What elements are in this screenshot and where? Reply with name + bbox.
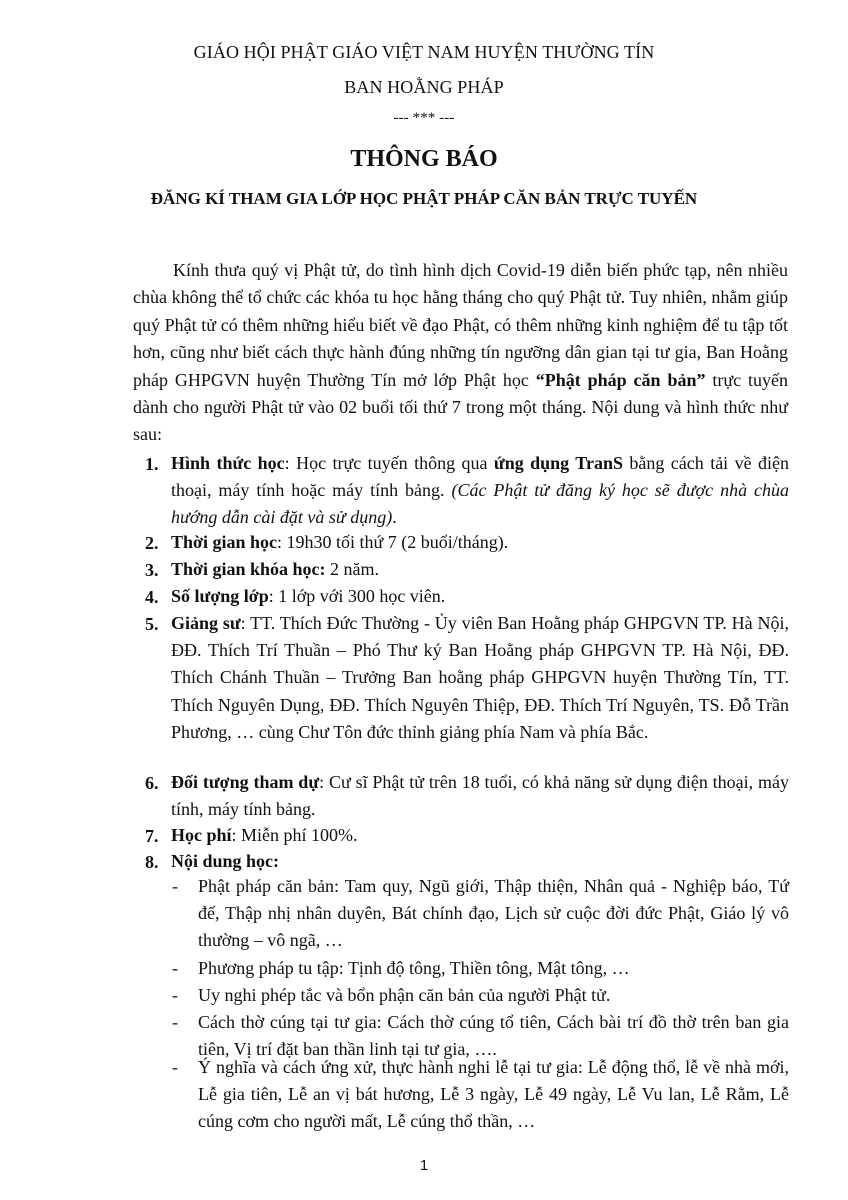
item-text: : Học trực tuyến thông qua <box>284 453 494 473</box>
intro-paragraph <box>133 257 788 449</box>
item-number: 3. <box>145 560 159 580</box>
notice-subtitle: ĐĂNG KÍ THAM GIA LỚP HỌC PHẬT PHÁP CĂN BẢN TRỰC TUYẾN <box>150 189 698 208</box>
item-label: Số lượng lớp <box>171 586 269 606</box>
content-item: Phật pháp căn bản: Tam quy, Ngũ giới, Thập thiện, Nhân quả - Nghiệp báo, Tứ đế, Thập nhị nhân duyên, Bát chính đạo, Lịch sử cuộc đời đức Phật, Giáo lý vô thường – vô ngã, … <box>198 876 789 951</box>
app-name: ứng dụng TranS <box>493 453 623 473</box>
item-text-cont: bằng cách tải về điện thoại, máy tính hoặc máy tính bảng. <box>171 453 790 501</box>
item-label: Hình thức học <box>171 453 285 473</box>
item-end: . <box>392 507 397 528</box>
content-item: Uy nghi phép tắc và bổn phận căn bản của người Phật tử. <box>198 985 611 1005</box>
item-text: : 1 lớp với 300 học viên. <box>268 586 446 606</box>
bullet-dash: - <box>172 958 178 978</box>
item-note: (Các Phật tử đăng ký học sẽ được nhà chùa hướng dẫn cài đặt và sử dụng) <box>171 480 789 528</box>
dept-header: BAN HOẰNG PHÁP <box>344 77 504 97</box>
separator-stars: --- *** --- <box>393 110 455 126</box>
item-number: 2. <box>145 533 159 553</box>
bullet-dash: - <box>172 876 178 896</box>
item-label: Thời gian khóa học: <box>171 559 326 579</box>
item-content <box>171 848 789 875</box>
item-audience <box>171 769 789 823</box>
bullet-dash: - <box>172 985 178 1005</box>
item-number: 6. <box>145 773 159 793</box>
item-text: 2 năm. <box>325 559 380 579</box>
item-teachers <box>171 610 789 746</box>
notice-title: THÔNG BÁO <box>350 146 498 172</box>
content-item: Phương pháp tu tập: Tịnh độ tông, Thiền tông, Mật tông, … <box>198 958 630 978</box>
intro-text-b: trực tuyến dành cho người Phật tử vào 02 buổi tối thứ 7 trong một tháng. Nội dung và hình thức như sau: <box>133 369 788 445</box>
item-number: 4. <box>145 587 159 607</box>
item-schedule <box>171 529 789 556</box>
item-duration <box>171 556 789 583</box>
item-text: : TT. Thích Đức Thường - Ủy viên Ban Hoằng pháp GHPGVN TP. Hà Nội, ĐĐ. Thích Trí Thuần – Phó Thư ký Ban Hoằng pháp GHPGVN TP. Hà Nội, ĐĐ. Thích Chánh Thuần – Trưởng Ban hoằng pháp GHPGVN huyện Thường Tín, TT. Thích Nguyên Dụng, ĐĐ. Thích Nguyên Thiệp, ĐĐ. Thích Trí Nguyên, TS. Đỗ Trần Phương, … cùng Chư Tôn đức thỉnh giảng phía Nam và phía Bắc. <box>171 613 789 742</box>
item-number: 1. <box>145 454 159 474</box>
item-text: : 19h30 tối thứ 7 (2 buổi/tháng). <box>277 532 509 552</box>
item-label: Nội dung học: <box>171 851 280 871</box>
item-number: 5. <box>145 614 159 634</box>
item-label: Giảng sư <box>171 613 241 633</box>
org-header: GIÁO HỘI PHẬT GIÁO VIỆT NAM HUYỆN THƯỜNG TÍN <box>193 42 655 62</box>
bullet-dash: - <box>172 1057 178 1077</box>
content-item: Ý nghĩa và cách ứng xử, thực hành nghi lễ tại tư gia: Lễ động thổ, lễ về nhà mới, Lễ gia tiên, Lễ an vị bát hương, Lễ 3 ngày, Lễ 49 ngày, Lễ Vu lan, Lễ Rằm, Lễ cúng cơm cho người mất, Lễ cúng thổ thần, … <box>198 1057 789 1132</box>
item-label: Đối tượng tham dự <box>171 772 320 792</box>
item-fee <box>171 822 789 849</box>
item-format <box>171 450 789 532</box>
item-label: Thời gian học <box>171 532 277 552</box>
item-text: : Miễn phí 100%. <box>231 825 358 845</box>
item-number: 8. <box>145 852 159 872</box>
item-label: Học phí <box>171 825 232 845</box>
item-text: : Cư sĩ Phật tử trên 18 tuổi, có khả năng sử dụng điện thoại, máy tính, máy tính bảng. <box>171 772 789 820</box>
intro-text-a: Kính thưa quý vị Phật tử, do tình hình dịch Covid-19 diễn biến phức tạp, nên nhiều chùa không thể tổ chức các khóa tu học hằng tháng cho quý Phật tử. Tuy nhiên, nhằm giúp quý Phật tử có thêm những hiểu biết về đạo Phật, có thêm những kinh nghiệm để tu tập tốt hơn, cũng như biết cách thực hành đúng những tín ngưỡng dân gian tại tư gia, Ban Hoằng pháp GHPGVN huyện Thường Tín mở lớp Phật học <box>133 260 788 390</box>
item-class-size <box>171 583 789 610</box>
course-name: “Phật pháp căn bản” <box>535 369 706 390</box>
item-number: 7. <box>145 826 159 846</box>
content-item: Cách thờ cúng tại tư gia: Cách thờ cúng tổ tiên, Cách bài trí đồ thờ trên ban gia tiên, Vị trí đặt ban thần linh tại tư gia, …. <box>198 1012 789 1060</box>
bullet-dash: - <box>172 1012 178 1032</box>
page-number: 1 <box>419 1157 429 1174</box>
